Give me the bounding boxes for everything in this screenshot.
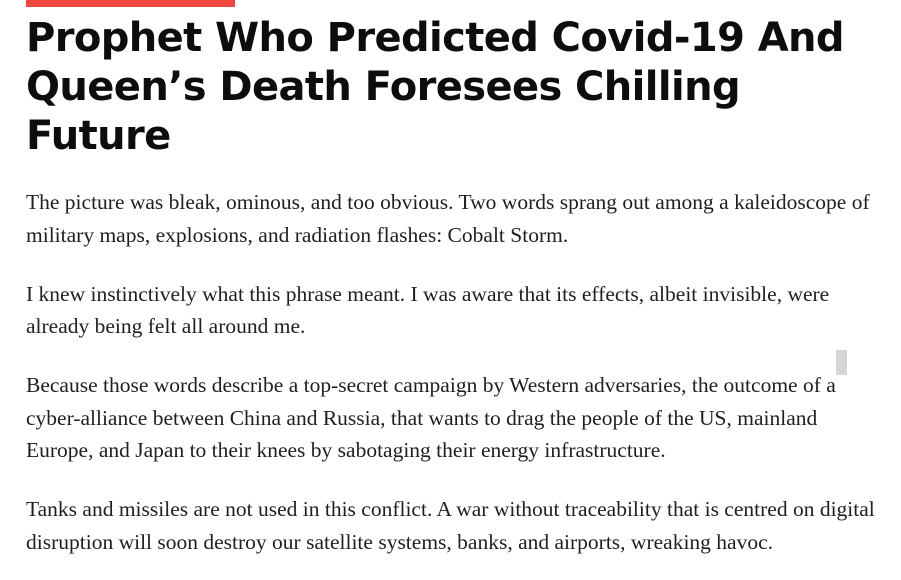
article-paragraph: Because those words describe a top-secret campaign by Western adversaries, the outcome of a cyber-alliance between China and Russia, that wants to drag the people of the US, mainland Europe, and Japan to their knees by sabotaging their energy infrastructure. — [26, 373, 836, 463]
article-paragraph: I knew instinctively what this phrase meant. I was aware that its effects, albeit invisible, were already being felt all around me. — [26, 281, 830, 339]
accent-bar — [26, 0, 235, 7]
text-cursor-highlight — [836, 350, 847, 375]
article-paragraph: Tanks and missiles are not used in this conflict. A war without traceability that is centred on digital disruption will soon destroy our satellite systems, banks, and airports, wreaking havoc. — [26, 497, 875, 554]
article-body — [26, 186, 875, 558]
page-title: Prophet Who Predicted Covid-19 And Queen’s Death Foresees Chilling Future — [26, 15, 844, 159]
article-paragraph: The picture was bleak, ominous, and too obvious. Two words sprang out among a kaleidoscope of military maps, explosions, and radiation flashes: Cobalt Storm. — [26, 190, 870, 248]
